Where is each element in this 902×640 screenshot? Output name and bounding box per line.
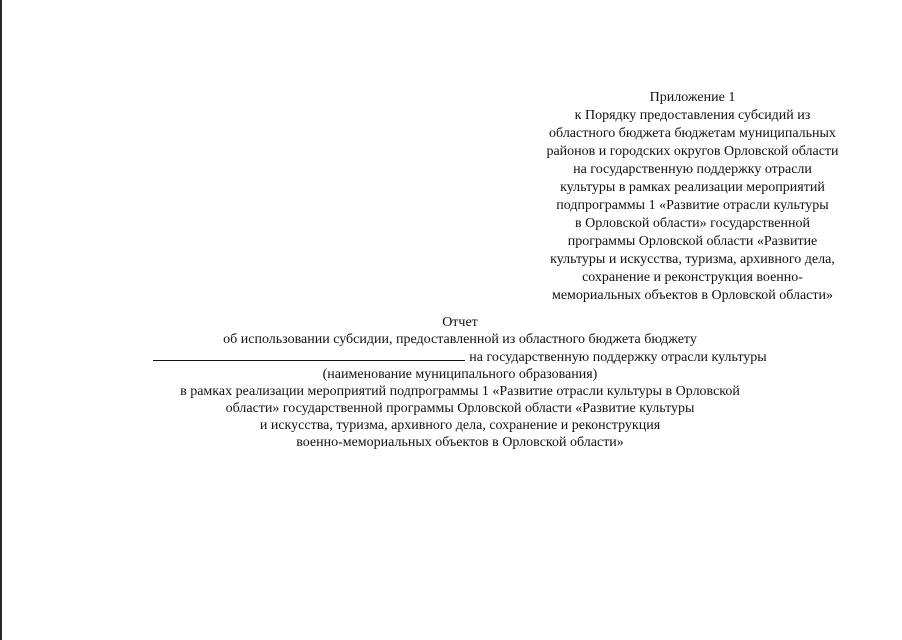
report-line: военно-мемориальных объектов в Орловской области» [296,435,624,450]
municipality-caption: (наименование муниципального образования) [322,367,598,382]
report-line-suffix: на государственную поддержку отрасли культуры [469,350,767,365]
report-line: об использовании субсидии, предоставленной из областного бюджета бюджету [223,332,697,347]
appendix-line: областного бюджета бюджетам муниципальных [549,126,836,141]
appendix-line: к Порядку предоставления субсидий из [574,108,811,123]
report-block [130,314,790,451]
municipality-blank-line [153,348,465,361]
appendix-line: Приложение 1 [649,90,736,105]
report-line: в рамках реализации мероприятий подпрограммы 1 «Развитие отрасли культуры в Орловской [180,384,740,399]
report-line: и искусства, туризма, архивного дела, сохранение и реконструкция [259,418,661,433]
appendix-line: мемориальных объектов в Орловской области» [551,288,834,303]
appendix-line: районов и городских округов Орловской области [546,144,839,159]
report-line-with-blank [130,348,790,366]
appendix-line: в Орловской области» государственной [575,216,810,231]
appendix-line: подпрограммы 1 «Развитие отрасли культуры [556,198,829,213]
scan-left-edge [0,0,2,640]
appendix-line: сохранение и реконструкция военно- [582,270,803,285]
report-line: области» государственной программы Орловской области «Развитие культуры [225,401,695,416]
appendix-line: на государственную поддержку отрасли [573,162,812,177]
report-title: Отчет [442,315,478,330]
appendix-line: программы Орловской области «Развитие [567,234,818,249]
appendix-line: культуры в рамках реализации мероприятий [560,180,825,195]
appendix-line: культуры и искусства, туризма, архивного дела, [550,252,835,267]
appendix-block [520,89,865,305]
